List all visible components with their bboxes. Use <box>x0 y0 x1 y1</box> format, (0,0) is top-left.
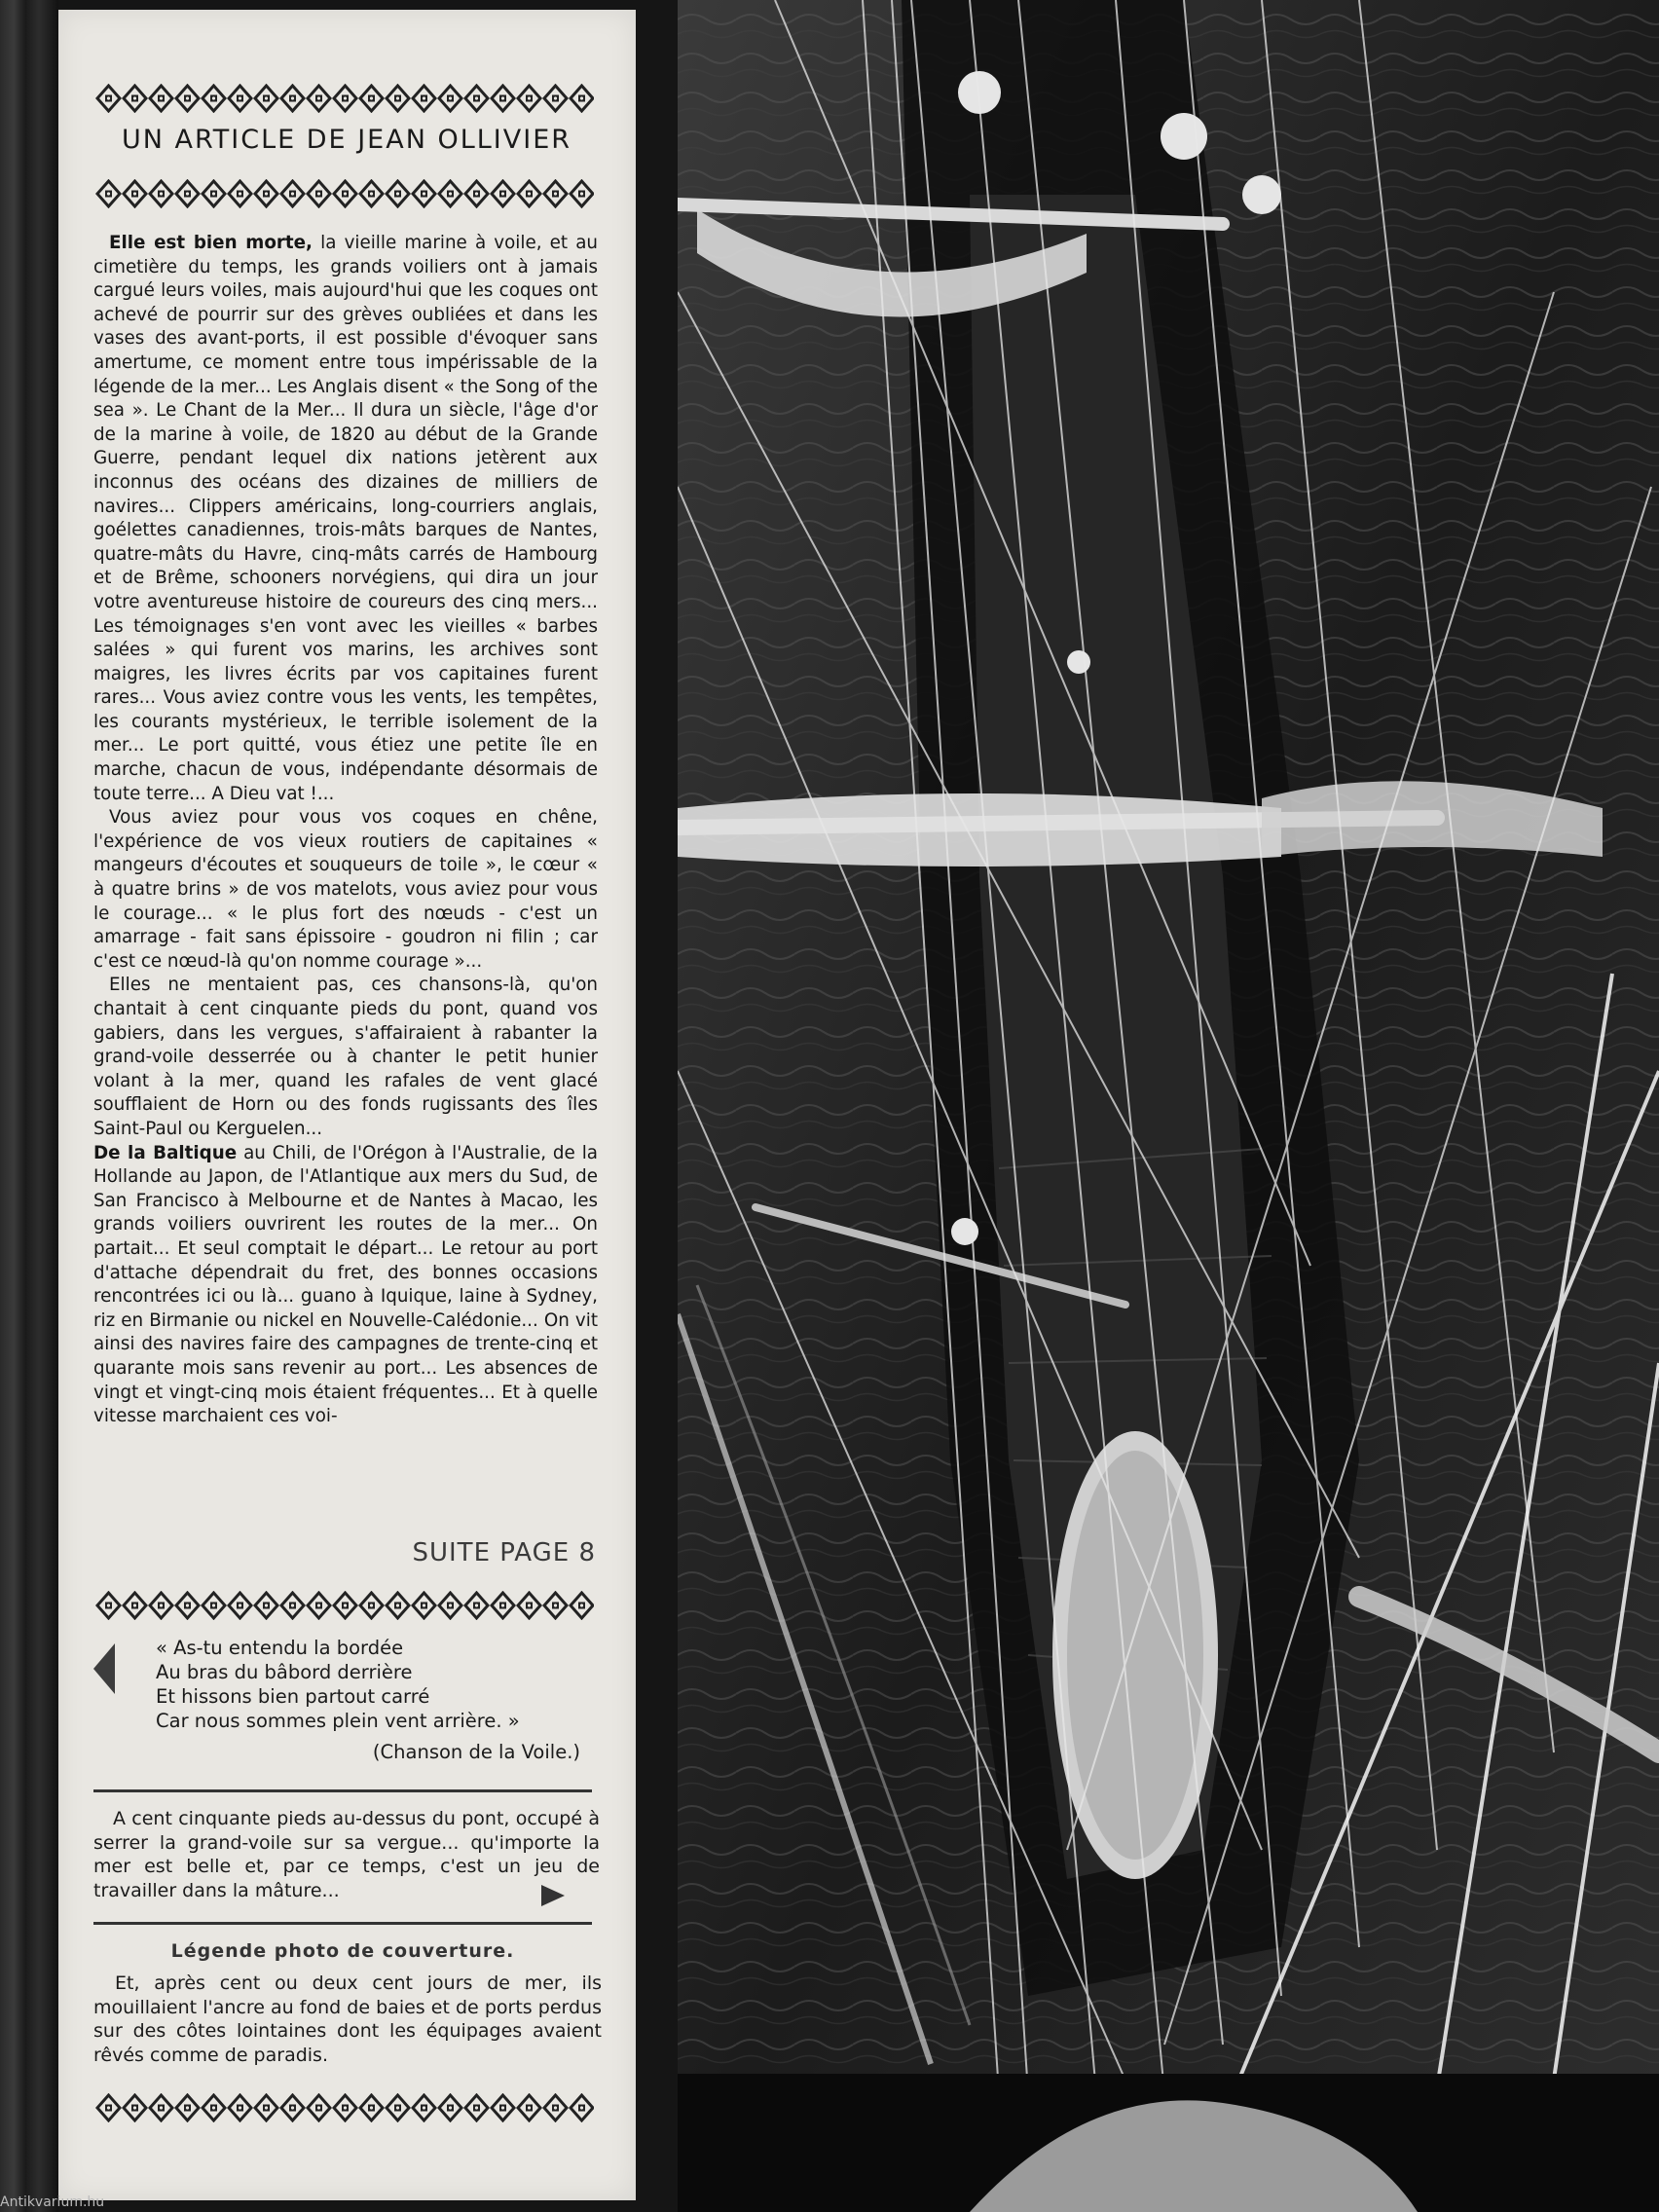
lead-in: De la Baltique <box>93 1142 238 1163</box>
ornamental-border-icon <box>95 84 594 113</box>
watermark: Antikvarium.hu <box>0 2194 105 2210</box>
ornamental-border-icon <box>95 179 594 208</box>
left-triangle-icon <box>93 1643 115 1694</box>
ship-rigging-photo <box>678 0 1659 2212</box>
poem-attribution: (Chanson de la Voile.) <box>372 1741 580 1763</box>
article-paragraph: Elle est bien morte, la vieille marine à voile, et au cimetière du temps, les grands voiliers ont à jamais cargué leurs voiles, mais aujourd'hui que les coques ont achevé de pourrir sur des grèves oubliées et dans les vases des avant-ports, il est possible d'évoquer sans amertume, ce moment entre tous impérissable de la légende de la mer... Les Anglais disent « the Song of the sea ». Le Chant de la Mer... Il dura un siècle, l'âge d'or de la marine à voile, de 1820 au début de la Grande Guerre, pendant lequel dix nations jetèrent aux inconnus des océans des dizaines de milliers de navires... Clippers américains, long-courriers anglais, goélettes canadiennes, trois-mâts barques de Nantes, quatre-mâts du Havre, cinq-mâts carrés de Hambourg et de Brême, schooners norvégiens, qui dira un jour votre aventureuse histoire de coureurs des cinq mers... Les témoignages s'en vont avec les vieilles « barbes salées » qui furent vos marins, les archives sont maigres, les livres écrits par vos capitaines furent rares... Vous aviez contre vous les vents, les tempêtes, les courants mystérieux, le terrible isolement de la mer... Le port quitté, vous étiez une petite île en marche, chacun de vous, indépendante désormais de toute terre... A Dieu vat !... <box>93 233 599 804</box>
right-triangle-icon <box>541 1885 565 1906</box>
photo-image <box>678 0 1659 2212</box>
cover-legend-title: Légende photo de couverture. <box>170 1940 515 1962</box>
poem-stanza <box>156 1636 584 1733</box>
page-binding-edge <box>0 0 58 2212</box>
ornamental-border-icon <box>95 1591 594 1620</box>
photo-caption: A cent cinquante pieds au-dessus du pont, occupé à serrer la grand-voile sur sa vergue... qu'importe la mer est belle et, par ce temps, c'est un jeu de travailler dans la mâture... <box>93 1808 600 1901</box>
continuation-note: SUITE PAGE 8 <box>412 1538 596 1567</box>
lead-in: Elle est bien morte, <box>109 233 313 253</box>
article-headline: UN ARTICLE DE JEAN OLLIVIER <box>121 125 572 155</box>
divider <box>93 1789 592 1792</box>
divider <box>93 1922 592 1925</box>
article-body <box>93 232 598 1429</box>
article-paragraph: Vous aviez pour vous vos coques en chêne, l'expérience de vos vieux routiers de capitaines « mangeurs d'écoutes et souqueurs de toile », le cœur « à quatre brins » de vos matelots, vous aviez pour vous le courage... « le plus fort des nœuds - c'est un amarrage - fait sans épissoire - goudron ni filin ; car c'est ce nœud-là qu'on nomme courage »... <box>93 807 598 972</box>
poem-line: « As-tu entendu la bordée <box>156 1637 404 1659</box>
article-paragraph: De la Baltique au Chili, de l'Orégon à l'Australie, de la Hollande au Japon, de l'Atlantique aux mers du Sud, de San Francisco à Melbourne et de Nantes à Macao, les grands voiliers ouvrirent les routes de la mer... On partait... Et seul comptait le départ... Le retour au port d'attache dépendrait du fret, des bonnes occasions rencontrées ici ou là... guano à Iquique, laine à Sydney, riz en Birmanie ou nickel en Nouvelle-Calédonie... On vit ainsi des navires faire des campagnes de trente-cinq et quarante mois sans revenir au port... Les absences de vingt et vingt-cinq mois étaient fréquentes... Et à quelle vitesse marchaient ces voi- <box>93 1142 598 1427</box>
poem-line: Au bras du bâbord derrière <box>156 1661 413 1683</box>
poem-line: Car nous sommes plein vent arrière. » <box>156 1710 520 1732</box>
cover-legend-text: Et, après cent ou deux cent jours de mer, ils mouillaient l'ancre au fond de baies et de ports perdus sur des côtes lointaines dont les équipages avaient rêvés comme de paradis. <box>93 1972 602 2066</box>
poem-line: Et hissons bien partout carré <box>156 1685 430 1708</box>
article-paragraph: Elles ne mentaient pas, ces chansons-là, qu'on chantait à cent cinquante pieds du pont, quand vos gabiers, dans les vergues, s'affairaient à rabanter la grand-voile desserrée ou à chanter le petit hunier volant à la mer, quand les rafales de vent glacé soufflaient de Horn ou des fonds rugissants des îles Saint-Paul ou Kerguelen... <box>93 975 598 1139</box>
ornamental-border-icon <box>95 2093 594 2122</box>
